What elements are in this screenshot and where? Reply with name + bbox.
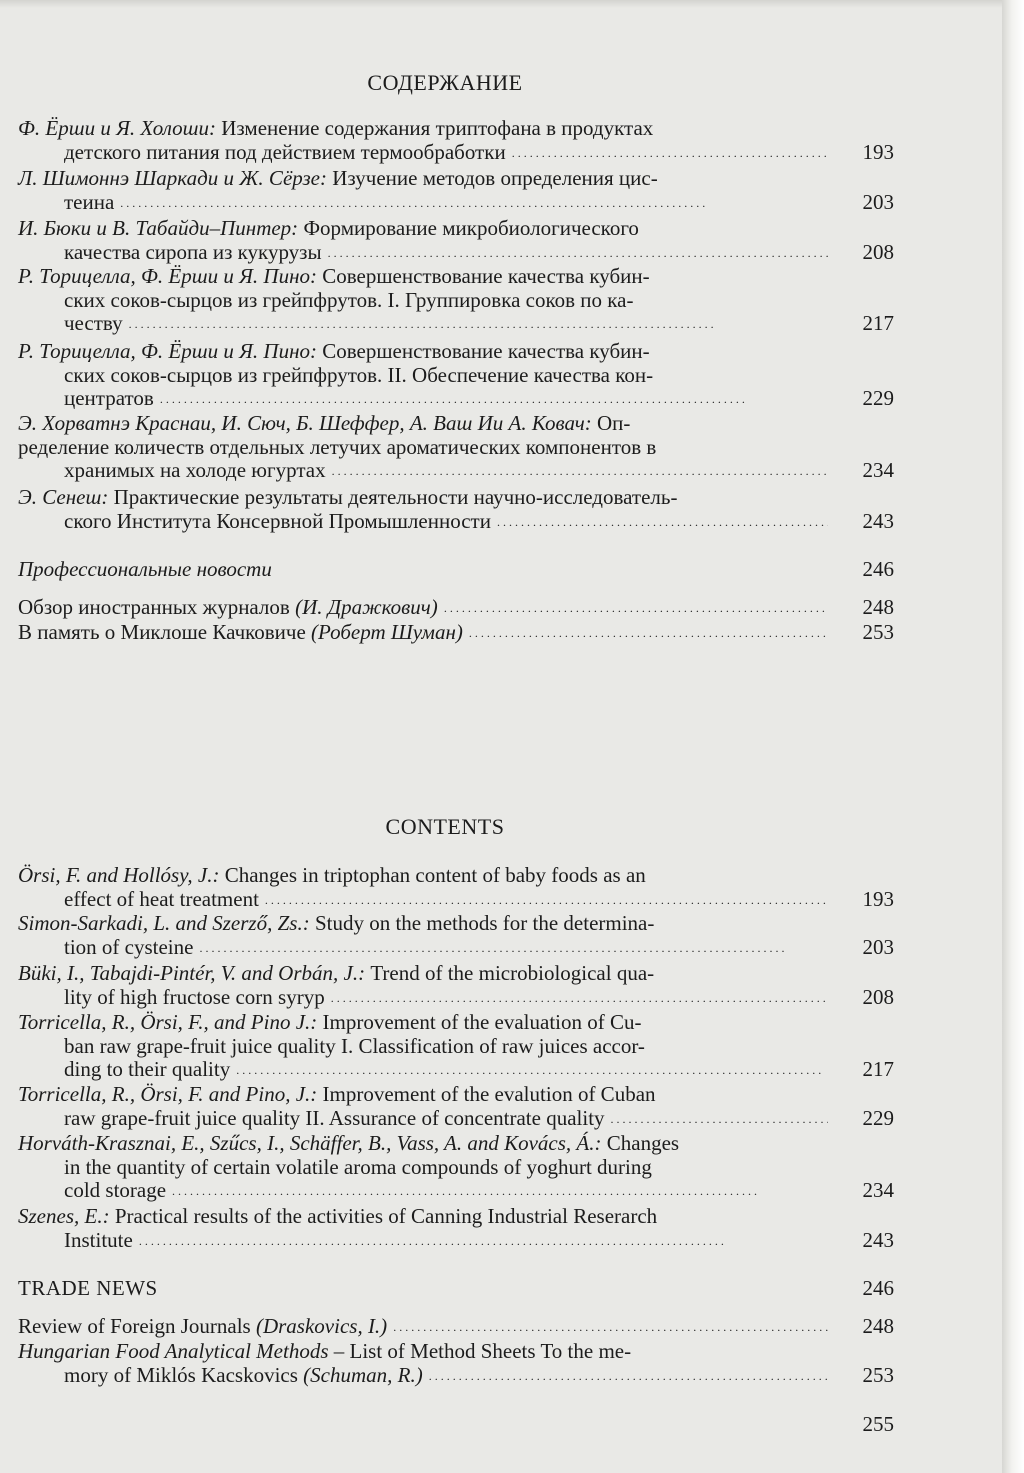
- entry-title-line: in the quantity of certain volatile aroma compounds of yoghurt during: [64, 1154, 652, 1179]
- entry-title-line: ских соков-сырцов из грейпфрутов. I. Группировка соков по ка-: [64, 287, 634, 312]
- entry-title-line: детского питания под действием термообработки: [64, 139, 506, 164]
- entry-title-line: Practical results of the activities of Canning Industrial Reserarch: [114, 1204, 658, 1228]
- entry-title-line: Changes: [606, 1131, 680, 1155]
- en-news-item-1: [18, 1314, 894, 1340]
- entry-title-line: ского Института Консервной Промышленности: [64, 508, 491, 533]
- entry-title-line: raw grape-fruit juice quality II. Assurance of concentrate quality: [64, 1105, 605, 1130]
- section-title: Профессиональные новости: [18, 557, 272, 581]
- entry-authors: Horváth-Krasznai, E., Szűcs, I., Schäffer, B., Vass, A. and Kovács, Á.:: [18, 1131, 602, 1155]
- entry-authors: Э. Хорватнэ Краснаи, И. Сюч, Б. Шеффер, А. Ваш Ии А. Ковач:: [18, 411, 592, 435]
- page-number: 255: [862, 1412, 894, 1436]
- entry-authors: Simon-Sarkadi, L. and Szerző, Zs.:: [18, 911, 310, 935]
- en-entry-4: [18, 1011, 894, 1082]
- item-page: 253: [862, 620, 894, 644]
- entry-page: 243: [862, 508, 894, 533]
- item-title-line: – List of Method Sheets To the me-: [333, 1339, 632, 1363]
- entry-page: 234: [862, 1178, 894, 1202]
- dot-leader: [512, 139, 828, 166]
- entry-title-line: качества сиропа из кукурузы: [64, 239, 322, 264]
- entry-authors: Büki, I., Tabajdi-Pintér, V. and Orbán, J.:: [18, 961, 366, 985]
- en-entry-6: [18, 1132, 894, 1203]
- item-title: Обзор иностранных журналов: [18, 595, 290, 619]
- entry-authors: Р. Торицелла, Ф. Ёрши и Я. Пино:: [18, 264, 317, 288]
- entry-title-line: Изучение методов определения цис-: [332, 166, 658, 190]
- ru-entry-3: [18, 217, 894, 264]
- entry-title-line: теина: [64, 189, 115, 214]
- entry-title-line: Изменение содержания триптофана в продуктах: [221, 116, 654, 140]
- dot-leader: [497, 508, 828, 535]
- entry-authors: Э. Сенеш:: [18, 485, 109, 509]
- ru-entry-4: [18, 265, 894, 336]
- entry-authors: Torricella, R., Örsi, F. and Pino, J.:: [18, 1082, 318, 1106]
- entry-title-line: tion of cysteine: [64, 934, 194, 959]
- ru-news-section: [18, 557, 894, 583]
- entry-title-line: ределение количеств отдельных летучих ароматических компонентов в: [18, 434, 657, 459]
- en-entry-2: [18, 912, 894, 959]
- entry-title-line: Institute: [64, 1227, 133, 1252]
- en-heading: CONTENTS: [385, 814, 505, 839]
- section-page: 246: [862, 1276, 894, 1300]
- item-author: (Draskovics, I.): [255, 1314, 388, 1338]
- item-page: 253: [862, 1362, 894, 1387]
- entry-authors: Örsi, F. and Hollósy, J.:: [18, 863, 220, 887]
- entry-page: 243: [862, 1227, 894, 1252]
- entry-authors: Szenes, E.:: [18, 1204, 110, 1228]
- ru-heading: СОДЕРЖАНИЕ: [367, 70, 523, 95]
- dot-leader: [611, 1105, 828, 1132]
- entry-title-line: effect of heat treatment: [64, 886, 259, 911]
- entry-authors: Л. Шимоннэ Шаркади и Ж. Сёрзе:: [18, 166, 327, 190]
- ru-entry-1: [18, 117, 894, 164]
- entry-page: 193: [862, 139, 894, 164]
- entry-title-line: Study on the methods for the determina-: [314, 911, 655, 935]
- entry-title-line: хранимых на холоде югуртах: [64, 458, 326, 482]
- item-author: (Schuman, R.): [303, 1362, 423, 1387]
- item-title: Review of Foreign Journals: [18, 1314, 251, 1338]
- entry-title-line: Совершенствование качества кубин-: [322, 264, 650, 288]
- entry-title-line: cold storage: [64, 1178, 167, 1202]
- en-entry-1: [18, 864, 894, 911]
- entry-title-line: Improvement of the evaluation of Cu-: [322, 1010, 642, 1034]
- dot-leader: [332, 457, 828, 484]
- item-page: 248: [862, 595, 894, 619]
- dot-leader: [120, 189, 828, 216]
- dot-leader: [139, 1227, 828, 1254]
- entry-authors: Ф. Ёрши и Я. Холоши:: [18, 116, 217, 140]
- dot-leader: [393, 1312, 828, 1337]
- entry-page: 217: [862, 1057, 894, 1081]
- entry-page: 193: [862, 886, 894, 911]
- entry-title-line: ding to their quality: [64, 1057, 231, 1081]
- entry-page: 229: [862, 1105, 894, 1130]
- entry-authors: Р. Торицелла, Ф. Ёрши и Я. Пино:: [18, 339, 317, 363]
- entry-page: 208: [862, 239, 894, 264]
- dot-leader: [160, 385, 828, 412]
- entry-title-line: Changes in triptophan content of baby foods as an: [224, 863, 646, 887]
- entry-title-line: ban raw grape-fruit juice quality I. Classification of raw juices accor-: [64, 1033, 645, 1058]
- entry-title-line: Trend of the microbiological qua-: [370, 961, 655, 985]
- item-author: (Роберт Шуман): [311, 620, 463, 644]
- item-title: Hungarian Food Analytical Methods: [18, 1339, 329, 1363]
- entry-page: 217: [862, 311, 894, 335]
- en-news-section: [18, 1276, 894, 1302]
- dot-leader: [328, 239, 828, 266]
- ru-news-item-2: [18, 620, 894, 646]
- entry-title-line: Практические результаты деятельности научно-исследователь-: [113, 485, 678, 509]
- dot-leader: [429, 1362, 828, 1389]
- entry-page: 234: [862, 458, 894, 482]
- entry-authors: И. Бюки и В. Табайди–Пинтер:: [18, 216, 299, 240]
- item-title-line: mory of Miklós Kacskovics: [64, 1362, 298, 1387]
- dot-leader: [236, 1056, 828, 1083]
- ru-entry-7: [18, 486, 894, 533]
- entry-title-line: честву: [64, 311, 123, 335]
- entry-title-line: Improvement of the evalution of Cuban: [322, 1082, 656, 1106]
- ru-entry-6: [18, 412, 894, 483]
- entry-title-line: Совершенствование качества кубин-: [322, 339, 650, 363]
- en-news-item-2: [18, 1340, 894, 1387]
- dot-leader: [469, 618, 828, 643]
- entry-title-line: Оп-: [596, 411, 631, 435]
- section-page: 246: [862, 557, 894, 581]
- section-title: TRADE NEWS: [18, 1276, 158, 1300]
- entry-title-line: центратов: [64, 386, 154, 410]
- ru-entry-5: [18, 340, 894, 411]
- entry-page: 229: [862, 386, 894, 410]
- dot-leader: [265, 886, 828, 913]
- en-entry-7: [18, 1205, 894, 1252]
- page-edge-shadow: [1002, 0, 1024, 1473]
- en-entry-3: [18, 962, 894, 1009]
- entry-page: 208: [862, 984, 894, 1009]
- dot-leader: [444, 593, 828, 618]
- item-author: (И. Дражкович): [295, 595, 438, 619]
- entry-title-line: ских соков-сырцов из грейпфрутов. II. Обеспечение качества кон-: [64, 362, 654, 387]
- dot-leader: [172, 1177, 828, 1204]
- dot-leader: [331, 984, 828, 1011]
- ru-entry-2: [18, 167, 894, 214]
- dot-leader: [129, 310, 828, 337]
- en-entry-5: [18, 1083, 894, 1130]
- entry-page: 203: [862, 189, 894, 214]
- dot-leader: [199, 934, 828, 961]
- entry-page: 203: [862, 934, 894, 959]
- entry-title-line: Формирование микробиологического: [303, 216, 639, 240]
- entry-authors: Torricella, R., Örsi, F., and Pino J.:: [18, 1010, 318, 1034]
- item-title: В память о Миклоше Качковиче: [18, 620, 306, 644]
- entry-title-line: lity of high fructose corn syryp: [64, 984, 325, 1009]
- item-page: 248: [862, 1314, 894, 1338]
